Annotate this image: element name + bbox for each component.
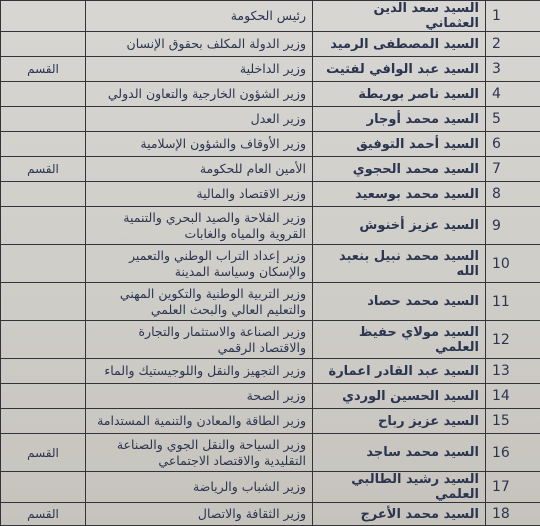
table-row bbox=[1, 82, 540, 107]
number-cell: 11 bbox=[486, 283, 540, 321]
extra-cell bbox=[1, 321, 86, 359]
role-cell: رئيس الحكومة bbox=[86, 1, 313, 32]
table-row bbox=[1, 182, 540, 207]
role-cell: وزير الفلاحة والصيد البحري والتنمية القروية والمياه والغابات bbox=[86, 207, 313, 245]
table-row bbox=[1, 434, 540, 472]
role-cell: وزير الاقتصاد والمالية bbox=[86, 182, 313, 207]
name-cell: السيد عبد القادر اعمارة bbox=[313, 359, 486, 384]
number-cell: 14 bbox=[486, 384, 540, 409]
role-cell: وزير الثقافة والاتصال bbox=[86, 503, 313, 526]
extra-cell: القسم bbox=[1, 57, 86, 82]
role-cell: وزير التجهيز والنقل واللوجيستيك والماء bbox=[86, 359, 313, 384]
table-row bbox=[1, 107, 540, 132]
table-row bbox=[1, 132, 540, 157]
name-cell: السيد عزيز رباح bbox=[313, 409, 486, 434]
name-cell: السيد محمد نبيل بنعبد الله bbox=[313, 245, 486, 283]
table-row bbox=[1, 384, 540, 409]
extra-cell bbox=[1, 207, 86, 245]
name-cell: السيد رشيد الطالبي العلمي bbox=[313, 472, 486, 503]
table-row bbox=[1, 32, 540, 57]
role-cell: وزير الشؤون الخارجية والتعاون الدولي bbox=[86, 82, 313, 107]
name-cell: السيد الحسين الوردي bbox=[313, 384, 486, 409]
role-cell: وزير الدولة المكلف بحقوق الإنسان bbox=[86, 32, 313, 57]
name-cell: السيد عبد الوافي لفتيت bbox=[313, 57, 486, 82]
role-cell: وزير الصناعة والاستثمار والتجارة والاقتصاد الرقمي bbox=[86, 321, 313, 359]
extra-cell: القسم bbox=[1, 434, 86, 472]
role-cell: وزير الداخلية bbox=[86, 57, 313, 82]
extra-cell bbox=[1, 359, 86, 384]
table-row bbox=[1, 207, 540, 245]
extra-cell bbox=[1, 132, 86, 157]
extra-cell bbox=[1, 409, 86, 434]
number-cell: 5 bbox=[486, 107, 540, 132]
extra-cell: القسم bbox=[1, 503, 86, 526]
number-cell: 13 bbox=[486, 359, 540, 384]
role-cell: الأمين العام للحكومة bbox=[86, 157, 313, 182]
number-cell: 12 bbox=[486, 321, 540, 359]
name-cell: السيد محمد الأعرج bbox=[313, 503, 486, 526]
number-cell: 9 bbox=[486, 207, 540, 245]
number-cell: 15 bbox=[486, 409, 540, 434]
role-cell: وزير الطاقة والمعادن والتنمية المستدامة bbox=[86, 409, 313, 434]
name-cell: السيد محمد أوجار bbox=[313, 107, 486, 132]
table-row bbox=[1, 245, 540, 283]
number-cell: 10 bbox=[486, 245, 540, 283]
table-row bbox=[1, 57, 540, 82]
role-cell: وزير العدل bbox=[86, 107, 313, 132]
number-cell: 16 bbox=[486, 434, 540, 472]
table-row bbox=[1, 283, 540, 321]
role-cell: وزير الأوقاف والشؤون الإسلامية bbox=[86, 132, 313, 157]
name-cell: السيد محمد ساجد bbox=[313, 434, 486, 472]
number-cell: 8 bbox=[486, 182, 540, 207]
table-row bbox=[1, 157, 540, 182]
table-row bbox=[1, 409, 540, 434]
name-cell: السيد المصطفى الرميد bbox=[313, 32, 486, 57]
role-cell: وزير الشباب والرياضة bbox=[86, 472, 313, 503]
number-cell: 2 bbox=[486, 32, 540, 57]
name-cell: السيد ناصر بوريطة bbox=[313, 82, 486, 107]
table-row bbox=[1, 359, 540, 384]
extra-cell bbox=[1, 1, 86, 32]
extra-cell bbox=[1, 283, 86, 321]
number-cell: 17 bbox=[486, 472, 540, 503]
name-cell: السيد محمد الحجوي bbox=[313, 157, 486, 182]
table-row bbox=[1, 1, 540, 32]
name-cell: السيد محمد بوسعيد bbox=[313, 182, 486, 207]
number-cell: 6 bbox=[486, 132, 540, 157]
number-cell: 3 bbox=[486, 57, 540, 82]
extra-cell: القسم bbox=[1, 157, 86, 182]
table-row bbox=[1, 472, 540, 503]
number-cell: 4 bbox=[486, 82, 540, 107]
number-cell: 1 bbox=[486, 1, 540, 32]
role-cell: وزير الصحة bbox=[86, 384, 313, 409]
number-cell: 18 bbox=[486, 503, 540, 526]
extra-cell bbox=[1, 384, 86, 409]
name-cell: السيد سعد الدين العثماني bbox=[313, 1, 486, 32]
name-cell: السيد محمد حصاد bbox=[313, 283, 486, 321]
extra-cell bbox=[1, 82, 86, 107]
role-cell: وزير السياحة والنقل الجوي والصناعة التقليدية والاقتصاد الاجتماعي bbox=[86, 434, 313, 472]
number-cell: 7 bbox=[486, 157, 540, 182]
extra-cell bbox=[1, 32, 86, 57]
role-cell: وزير إعداد التراب الوطني والتعمير والإسكان وسياسة المدينة bbox=[86, 245, 313, 283]
name-cell: السيد أحمد التوفيق bbox=[313, 132, 486, 157]
extra-cell bbox=[1, 182, 86, 207]
name-cell: السيد مولاي حفيظ العلمي bbox=[313, 321, 486, 359]
extra-cell bbox=[1, 472, 86, 503]
extra-cell bbox=[1, 107, 86, 132]
table-row bbox=[1, 321, 540, 359]
role-cell: وزير التربية الوطنية والتكوين المهني والتعليم العالي والبحث العلمي bbox=[86, 283, 313, 321]
name-cell: السيد عزيز أخنوش bbox=[313, 207, 486, 245]
table-row bbox=[1, 503, 540, 526]
extra-cell bbox=[1, 245, 86, 283]
